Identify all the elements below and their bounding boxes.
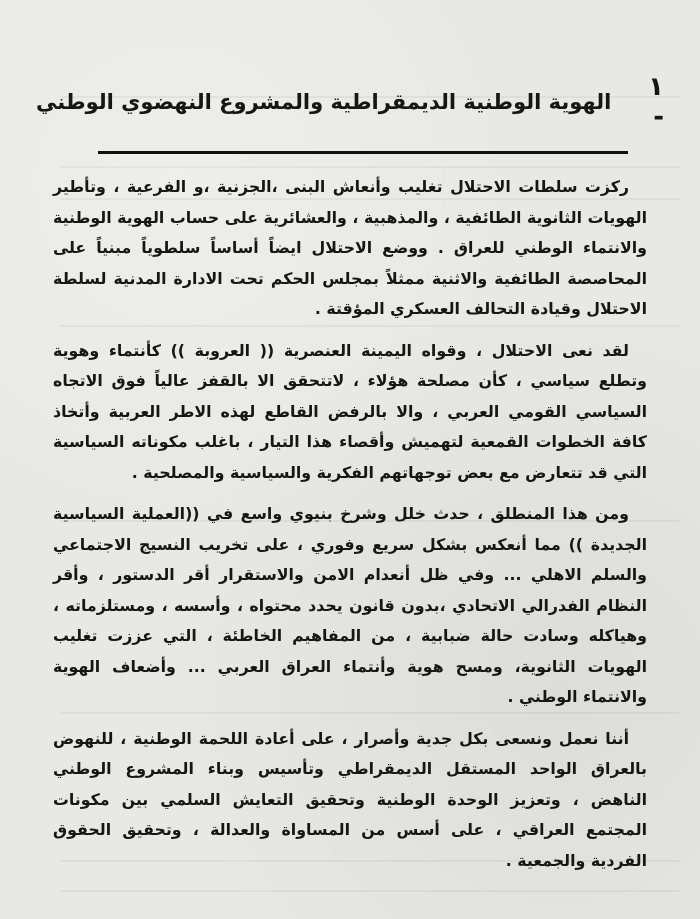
paragraph: لقد نعى الاحتلال ، وقواه اليمينة العنصرية (( العروبة )) كأنتماء وهوية وتطلع سياسي ، كأن مصلحة هؤلاء ، لاتتحقق الا بالقفز عالياً فوق الاتجاه السياسي القومي العربي ، والا بالرفض القاطع لهذه الاطر العربية وأتخاذ كافة الخطوات القمعية لتهميش وأقصاء هذا التيار ، باغلب مكوناته السياسية التي قد تتعارض مع بعض توجهاتهم الفكرية والسياسية والمصلحية .	[53, 340, 647, 482]
section-title: الهوية الوطنية الديمقراطية والمشروع النهضوي الوطني	[36, 90, 612, 114]
section-header	[36, 72, 664, 132]
bleed-through-line	[60, 166, 680, 168]
body-text	[53, 172, 647, 887]
paragraph: ركزت سلطات الاحتلال تغليب وأنعاش البنى ،الجزنية ،و الفرعية ، وتأطير الهويات الثانوية الطائفية ، والمذهبية ، والعشائرية على حساب الهوية الوطنية والانتماء الوطني للعراق . ووضع الاحتلال ايضاً أساساً سلطوياً مبنياً على المحاصصة الطائفية والاثنية ممثلاً بمجلس الحكم تحت الادارة المدنية لسلطة الاحتلال وقيادة التحالف العسكري المؤقتة .	[53, 177, 647, 318]
section-number: ١ -	[648, 72, 664, 132]
paragraph: أننا نعمل ونسعى بكل جدية وأصرار ، على أعادة اللحمة الوطنية ، للنهوض بالعراق الواحد المستقل الديمقراطي وتأسيس وبناء المشروع الوطني الناهض ، وتعزيز الوحدة الوطنية وتحقيق التعايش السلمي بين مكونات المجتمع العراقي ، على أسس من المساواة والعدالة ، وتحقيق الحقوق الفردية والجمعية .	[53, 728, 647, 870]
title-underline	[98, 151, 628, 154]
paragraph: ومن هذا المنطلق ، حدث خلل وشرخ بنيوي واسع في ((العملية السياسية الجديدة )) مما أنعكس بشكل سريع وفوري ، على تخريب النسيج الاجتماعي والسلم الاهلي ... وفي ظل أنعدام الامن والاستقرار أقر الدستور ، وأقر النظام الفدرالي الاتحادي ،بدون قانون يحدد محتواه ، وأسسه ، ومستلزماته ، وهياكله وسادت حالة ضبابية ، من المفاهيم الخاطئة ، التي عززت تغليب الهويات الثانوية، ومسح هوية وأنتماء العراق العربي ... وأضعاف الهوية والانتماء الوطني .	[53, 504, 647, 706]
bleed-through-line	[60, 890, 680, 892]
